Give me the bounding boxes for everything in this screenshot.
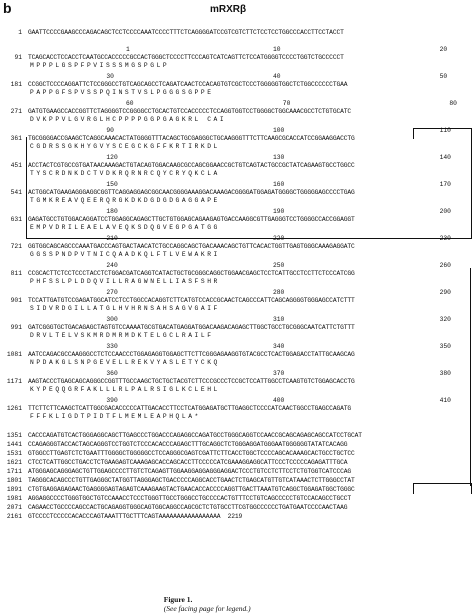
- position-number: 901: [10, 297, 22, 304]
- residue-number: 1: [126, 46, 130, 53]
- nucleotide-line: AATCCAGACGCCAAGGGCCTCTCCAACCCTGGAGAGGTGGAGCTTCTTCGGGAGAAGGTGTACGCCTCACTGGAGACCTATTGCAAGCAG: [28, 351, 355, 358]
- position-number: 1891: [6, 486, 22, 493]
- position-number: 721: [10, 243, 22, 250]
- ligand-box-top: [413, 483, 472, 494]
- residue-number: 20: [439, 46, 448, 53]
- caption-label: Figure 1.: [163, 595, 193, 604]
- position-number: 2071: [6, 504, 22, 511]
- amino-acid-line: PHFSSLPLDDQVILLRAGWNELLIASFSHR: [30, 278, 220, 285]
- nucleotide-line: GAGATGCCTGTGGACAGGATCCTGGAGGCAGAGCTTGCTGTGGAGCAGAAGAGTGACCAAGGCGTTGAGGGTCCTGGGGCCACCGGAGGT: [28, 216, 355, 223]
- position-number: 1351: [6, 432, 22, 439]
- residue-number: 400: [273, 397, 285, 404]
- nucleotide-line: GTGGCCTTGAGTCTCTGAATTTGGGGCTGGGGGCCTCCAGGGCGAGTCGATTCTTCACCTGGCTCCCCAGCACAAAGCACTGCCTGCTCC: [28, 450, 355, 457]
- residue-number: 160: [273, 181, 285, 188]
- figure-caption: [160, 586, 251, 613]
- position-number: 271: [10, 108, 22, 115]
- position-number: 1981: [6, 495, 22, 502]
- amino-acid-line: DVKPPVLGVRGLHCPPPPGGPGAGKRL CAI: [30, 116, 227, 123]
- amino-acid-line: TGMKREAVQEERQRGKDKDGDGDGAGGAPE: [30, 197, 220, 204]
- position-number: 181: [10, 81, 22, 88]
- nucleotide-line: GATGTGAAGCCACCGGTTCTAGGGGTCCGGGGCCTGCACTGTCCACCCCCTCCAGGTGGTCCTGGGGCTGGCAAACGCCTCTGTGCATC: [28, 108, 351, 115]
- domain-box-body: [26, 137, 472, 239]
- residue-number: 150: [106, 181, 118, 188]
- nucleotide-line: GATCGGGTGCTGACAGAGCTAGTGTCCAAAATGCGTGACATGAGGATGGACAAGACAGAGCTTGGCTGCCTGCGGGCAATCATTCTGTTT: [28, 324, 355, 331]
- residue-number: 120: [106, 154, 118, 161]
- position-number: 1711: [6, 468, 22, 475]
- nucleotide-line: CTCCTCATTGGCCTGACCTCTGAAGAGTCAAAGAGCACCAGCACCTTCCCCCATCGAAAGGAGGCATTCCCTCCCCCAGAGATTTGCA: [28, 459, 348, 466]
- residue-number: 130: [273, 154, 285, 161]
- residue-number: 260: [439, 262, 451, 269]
- residue-number: 360: [106, 370, 118, 377]
- nucleotide-line: TCAGCACCTCCACCTCAATGCCACCCCCGCCACTGGGCTCCCCTTCCCAGTCATCAGTTCTCCATGGGGTCCCCTGGTCTGCCCCCT: [28, 54, 344, 61]
- nucleotide-line: ACCTACTCGTGCCGTGATAACAAAGACTGTACAGTGGACAAGCGCCAGCGGAACCGCTGTCAGTACTGCCGCTATCAGAAGTGCCTGGCC: [28, 162, 355, 169]
- position-number: 451: [10, 162, 22, 169]
- residue-number: 410: [439, 397, 451, 404]
- residue-number: 190: [273, 208, 285, 215]
- nucleotide-line: ACTGGCATGAAGAGGGAGGCGGTTCAGGAGGAGCGGCAACGGGGAAAGGACAAAGACGGGGATGGAGATGGGGCTGGGGGAGCCCCTGAG: [28, 189, 355, 196]
- residue-number: 80: [449, 100, 457, 107]
- residue-number: 110: [439, 127, 451, 134]
- ligand-box-right: [469, 268, 471, 486]
- nucleotide-line: CCGGCTCCCCAGGATTCTCCGGGCCTGTCAGCAGCCTCAGATCAACTCCACAGTGTCGCTCCCTGGGGGTGGCTCTGGCCCCCCTGAA: [28, 81, 348, 88]
- residue-number: 70: [282, 100, 291, 107]
- residue-number: 180: [106, 208, 118, 215]
- position-number: 1621: [6, 459, 22, 466]
- residue-number: 290: [439, 289, 451, 296]
- nucleotide-line: GGTGGCAGCAGCCCAAATGACCCAGTGACTAACATCTGCCAGGCAGCTGACAAACAGCTGTTCACACTGGTTGAGTGGGCAAAGAGGATC: [28, 243, 355, 250]
- residue-number: 390: [106, 397, 118, 404]
- position-number: 811: [10, 270, 22, 277]
- nucleotide-line: CACCCAGATGTCACTGGGAGGCAGCTTGAGCCCTGGACCCAGAGGCCAGATGCCTGGGCAGGTCCAACCGCAGCAGAGCAGCCATCCTGCAT: [28, 432, 362, 439]
- position-number: 361: [10, 135, 22, 142]
- nucleotide-line: AAGTACCCTGAGCAGCAGGGCCGGTTTGCCAAGCTGCTGCTACGTCTTCCCGCCCTCCGCTCCATTGGCCTCAAGTGTCTGGAGCACCTG: [28, 378, 355, 385]
- residue-number: 340: [273, 343, 285, 350]
- domain-box-tail: [26, 228, 383, 239]
- nucleotide-line: CCAGAGGGTACCACTAGCAGGGTCCTGGTCTCCCACACCCAGAGCTTTGCAGGCTCTGGGAGGATGGGAATGGGGGGTATATCACAGG: [28, 441, 348, 448]
- residue-number: 250: [273, 262, 285, 269]
- residue-number: 330: [106, 343, 118, 350]
- amino-acid-line: DRVLTELVSKMRDMRMDKTELGCLRAILF: [30, 332, 214, 339]
- nucleotide-line: CCGCACTTCTCCTCCCTACCTCTGGACGATCAGGTCATACTGCTGCGGGCAGGCTGGAACGAGCTCCTCATTGCCTCCTTCTCCCATCGG: [28, 270, 355, 277]
- nucleotide-line: CTGTGAGGAGAGAACTGAGGGGAGTAGAGTCAAAGAAGTACTGAACACCACCCCAGGTTGACTTAAATGTCAGGCTGGAGATGGCTGGGC: [28, 486, 355, 493]
- nucleotide-line: GAATTCCCCGAAGCCCAGACAGCTCCTCCCCAAATCCCCTTTCTCAGGGGATCCGTCGTCTTCTCCTCCTGGCCCACCTTCCTACCT: [28, 29, 344, 36]
- residue-number: 200: [439, 208, 451, 215]
- residue-number: 240: [106, 262, 118, 269]
- residue-number: 300: [106, 316, 118, 323]
- amino-acid-line: TYSCRDNKDCTVDKRQRNRCQYCRYQKCLA: [30, 170, 220, 177]
- residue-number: 170: [439, 181, 451, 188]
- amino-acid-line: NPDAKGLSNPGEVELLREKVYASLETYCKQ: [30, 359, 220, 366]
- residue-number: 30: [106, 73, 114, 80]
- caption-text: (See facing page for legend.): [163, 604, 251, 613]
- residue-number: 40: [273, 73, 281, 80]
- residue-number: 220: [273, 235, 285, 242]
- nucleotide-line: ATGGGAGCAGGGAGCTGTTGGAGCCCCTTGTCTCAGAGTTGGAAGGAGGAGGGAGGACTCCCTGTCCTCTTCCTCTGTGGTCATCCCAG: [28, 468, 351, 475]
- nucleotide-line: TAGGGCACAGCCCTGTTGAGGGCTATGGTTAGGGAGCTGACCCCCAGGCACCTGAACTCTGAGCATGTTGTCATAAACTCTTGGGCCTAT: [28, 477, 355, 484]
- residue-number: 100: [273, 127, 285, 134]
- position-number: 541: [10, 189, 22, 196]
- residue-number: 50: [439, 73, 448, 80]
- position-number: 1261: [6, 405, 22, 412]
- amino-acid-line: MPPPLGSPFPVISSSMGSPGLP: [30, 62, 170, 69]
- amino-acid-line: KYPEQQGRFAKLLLRLPALRSIGLKCLEHL: [30, 386, 220, 393]
- sequence-title: mRXRβ: [210, 4, 247, 15]
- amino-acid-line: PAPPGFSPVSSPQINSTVSLPGGGSGPPE: [30, 89, 214, 96]
- residue-number: 140: [439, 154, 451, 161]
- position-number: 1171: [6, 378, 22, 385]
- nucleotide-line: CAGAACCTGCCCCAGCCACTGCAGAGGTGGGCAGTGGCAGGCCAGCGCTCTGTGCCTTCGTGGCCCCCCTGATGAATCCCCAACTAAG: [28, 504, 348, 511]
- nucleotide-line: TCCATTGATGTCCGAGATGGCATCCTCCTGGCCACAGGTCTTCATGTCCACCGCAACTCAGCCCATTCAGCAGGGGTGGGAGCCATCTTT: [28, 297, 355, 304]
- residue-number: 230: [439, 235, 451, 242]
- nucleotide-line: TTCTTCTTCAAGCTCATTGGCGACACCCCCATTGACACCTTCCTCATGGAGATGCTTGAGGCTCCCCATCAACTGGCCTGAGCCAGATG: [28, 405, 351, 412]
- position-number: 631: [10, 216, 22, 223]
- residue-number: 90: [106, 127, 114, 134]
- position-number: 991: [10, 324, 22, 331]
- nucleotide-line: AGGAGGCCCCTGGGTGGCTGTCCAAACCTCCCTGGGTTGCCTGGGCCTGCCCCACTGTTTCCTGTCAGCCCCCTGTCCACAGCCTGCCT: [28, 495, 351, 502]
- amino-acid-line: CGDRSSGKHYGVYSCEGCKGFFKRTIRKDL: [30, 143, 220, 150]
- nucleotide-line: TGCGGGGACCGAAGCTCAGGCAAACACTATGGGGTTTACAGCTGCGAGGGCTGCAAGGGTTTCTTCAAGCGCACCATCCGGAAGGACCTG: [28, 135, 355, 142]
- residue-number: 320: [439, 316, 451, 323]
- residue-number: 60: [126, 100, 134, 107]
- position-number: 2161: [6, 513, 22, 520]
- position-number: 91: [14, 54, 22, 61]
- position-number: 1801: [6, 477, 22, 484]
- residue-number: 310: [273, 316, 285, 323]
- amino-acid-line: FFFKLIGDTPIDTFLMEMLEAPHQLA*: [30, 413, 201, 420]
- residue-number: 10: [273, 46, 281, 53]
- position-number: 1081: [6, 351, 22, 358]
- residue-number: 350: [439, 343, 451, 350]
- amino-acid-line: GGSSPNDPVTNICQAADKQLFTLVEWAKRI: [30, 251, 220, 258]
- position-number: 1531: [6, 450, 22, 457]
- panel-label: b: [3, 0, 12, 16]
- residue-number: 270: [106, 289, 118, 296]
- residue-number: 370: [273, 370, 285, 377]
- amino-acid-line: SIDVRDGILLATGLHVHRNSAHSAGVGAIF: [30, 305, 220, 312]
- nucleotide-line: GTCCCCTCCCCCACACCCAGTAAATTTGCTTTCAGTAAAAAAAAAAAAAAAAA 2219: [28, 513, 243, 520]
- residue-number: 210: [106, 235, 118, 242]
- position-number: 1441: [6, 441, 22, 448]
- position-number: 1: [18, 29, 22, 36]
- residue-number: 380: [439, 370, 451, 377]
- residue-number: 280: [273, 289, 285, 296]
- amino-acid-line: EMPVDRILEAELAVEQKSDQGVEGPGATGG: [30, 224, 220, 231]
